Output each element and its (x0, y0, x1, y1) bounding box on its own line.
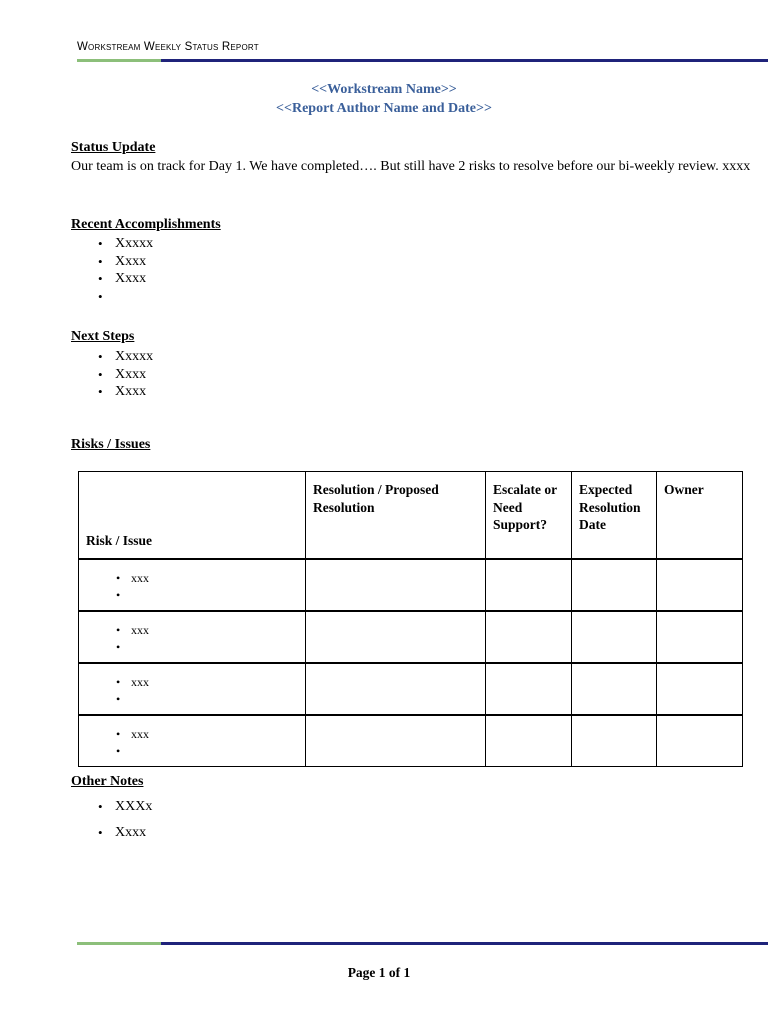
list-item: • Xxxx (115, 253, 153, 271)
list-item: • Xxxx (115, 820, 152, 846)
resolution-cell (306, 663, 486, 715)
risk-issue-cell (79, 663, 306, 715)
risk-issue-cell (79, 559, 306, 611)
column-header-escalate: Escalate or Need Support? (486, 472, 572, 560)
risk-issue-cell (79, 715, 306, 767)
recent-accomplishments-list (71, 235, 153, 305)
table-row (79, 611, 743, 663)
risk-item: • xxx (131, 674, 305, 691)
resolution-cell (306, 611, 486, 663)
other-notes-list (71, 794, 152, 846)
escalate-cell (486, 559, 572, 611)
recent-accomplishments-heading: Recent Accomplishments (71, 217, 221, 232)
resolution-cell (306, 715, 486, 767)
workstream-name: <<Workstream Name>> (311, 82, 457, 97)
owner-cell (657, 611, 743, 663)
risks-issues-table (78, 471, 743, 767)
column-header-resolution: Resolution / Proposed Resolution (306, 472, 486, 560)
title-block (0, 80, 768, 118)
column-header-risk-issue: Risk / Issue (79, 472, 306, 560)
risk-item (131, 743, 305, 760)
column-header-expected-date: Expected Resolution Date (572, 472, 657, 560)
owner-cell (657, 559, 743, 611)
owner-cell (657, 715, 743, 767)
risk-item (131, 691, 305, 708)
document-header-title: Workstream Weekly Status Report (77, 41, 259, 53)
header-rule (77, 59, 768, 62)
escalate-cell (486, 715, 572, 767)
table-row (79, 559, 743, 611)
owner-cell (657, 663, 743, 715)
next-steps-heading: Next Steps (71, 329, 135, 344)
status-update-text: Our team is on track for Day 1. We have completed…. But still have 2 risks to resolve before our bi-weekly review. xxxx (71, 159, 751, 174)
list-item (115, 288, 153, 306)
footer-rule-accent (77, 942, 161, 945)
list-item: • Xxxxx (115, 348, 153, 366)
risk-item: • xxx (131, 622, 305, 639)
author-and-date: <<Report Author Name and Date>> (276, 101, 492, 116)
footer-rule-main (161, 942, 768, 945)
risks-issues-heading: Risks / Issues (71, 437, 151, 452)
status-update-heading: Status Update (71, 140, 156, 155)
other-notes-heading: Other Notes (71, 774, 144, 789)
table-row (79, 663, 743, 715)
risk-item (131, 639, 305, 656)
escalate-cell (486, 611, 572, 663)
list-item: • Xxxxx (115, 235, 153, 253)
risk-item (131, 587, 305, 604)
expected-date-cell (572, 663, 657, 715)
escalate-cell (486, 663, 572, 715)
footer-rule (77, 942, 768, 945)
page-number: Page 1 of 1 (347, 965, 411, 980)
table-row (79, 715, 743, 767)
expected-date-cell (572, 559, 657, 611)
expected-date-cell (572, 715, 657, 767)
table-header-row (79, 472, 743, 560)
list-item: • Xxxx (115, 383, 153, 401)
list-item: • Xxxx (115, 270, 153, 288)
column-header-owner: Owner (657, 472, 743, 560)
expected-date-cell (572, 611, 657, 663)
risk-item: • xxx (131, 726, 305, 743)
next-steps-list (71, 348, 153, 401)
risk-issue-cell (79, 611, 306, 663)
resolution-cell (306, 559, 486, 611)
header-rule-main (161, 59, 768, 62)
risk-item: • xxx (131, 570, 305, 587)
header-rule-accent (77, 59, 161, 62)
list-item: • Xxxx (115, 366, 153, 384)
list-item: • XXXx (115, 794, 152, 820)
